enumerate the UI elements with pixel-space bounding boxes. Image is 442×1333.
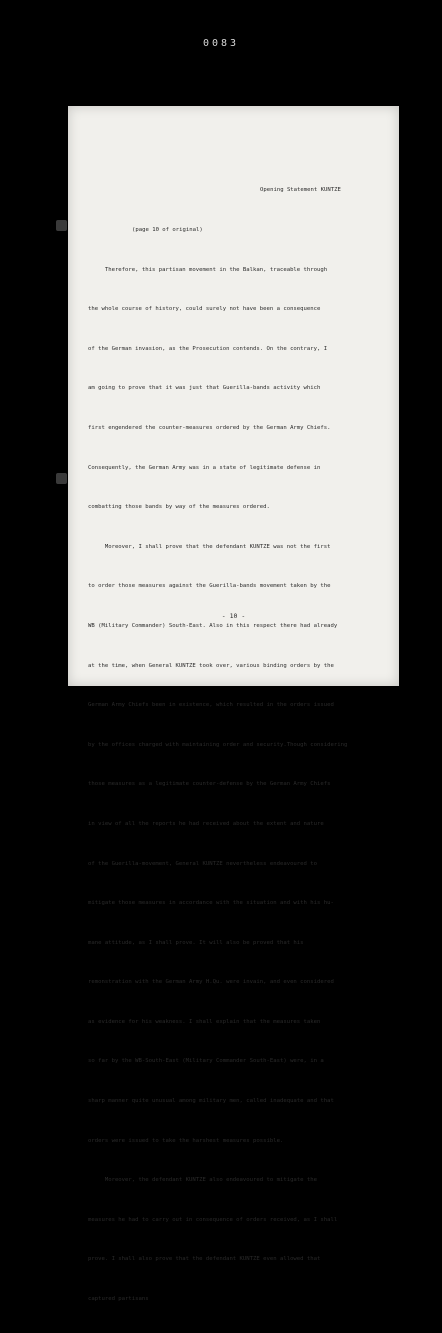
punch-hole — [56, 220, 67, 231]
body-line: measures he had to carry out in consequence of orders received, as I shall — [88, 1216, 338, 1223]
body-line: Moreover, I shall prove that the defendant KUNTZE was not the first — [88, 543, 331, 550]
punch-hole — [56, 473, 67, 484]
body-line: orders were issued to take the harshest measures possible. — [88, 1137, 284, 1144]
body-line: captured partisans — [88, 1296, 149, 1303]
body-line: so far by the WB-South-East (Military Commander South-East) were, in a — [88, 1058, 324, 1065]
page-number: - 10 - — [221, 612, 246, 620]
body-line: combatting those bands by way of the measures ordered. — [88, 504, 270, 511]
body-line: sharp manner quite unusual among military men, called inadequate and that — [88, 1098, 334, 1105]
body-line: at the time, when General KUNTZE took over, various binding orders by the — [88, 662, 334, 669]
body-line: remonstration with the German Army H.Qu. were invain, and even considered — [88, 979, 334, 986]
document-text — [88, 158, 388, 1333]
body-line: as evidence for his weakness. I shall explain that the measures taken — [88, 1018, 321, 1025]
body-line: German Army Chiefs been in existence, which resulted in the orders issued — [88, 702, 334, 709]
body-line: by the offices charged with maintaining order and security.Though considering — [88, 741, 348, 748]
body-line: first engendered the counter-measures ordered by the German Army Chiefs. — [88, 424, 331, 431]
body-line: of the German invasion, as the Prosecution contends. On the contrary, I — [88, 345, 328, 352]
body-line: in view of all the reports he had received about the extent and nature — [88, 820, 324, 827]
body-line: mane attitude, as I shall prove. It will also be proved that his — [88, 939, 304, 946]
document-page — [68, 106, 399, 1303]
document-header: Opening Statement KUNTZE — [260, 187, 341, 194]
page-reference: (page 10 of original) — [132, 227, 203, 233]
body-line: Therefore, this partisan movement in the Balkan, traceable through — [88, 266, 328, 273]
body-line: the whole course of history, could surely not have been a consequence — [88, 306, 321, 313]
body-line: those measures as a legitimate counter-defense by the German Army Chiefs — [88, 781, 331, 788]
body-line: mitigate those measures in accordance with the situation and with his hu- — [88, 900, 334, 907]
body-line: of the Guerilla-movement, General KUNTZE nevertheless endeavoured to — [88, 860, 318, 867]
body-line: WB (Military Commander) South-East. Also in this respect there had already — [88, 622, 338, 629]
body-line: prove. I shall also prove that the defendant KUNTZE even allowed that — [88, 1256, 321, 1263]
body-line: Moreover, the defendant KUNTZE also endeavoured to mitigate the — [88, 1177, 318, 1184]
frame-number: 0083 — [202, 38, 240, 49]
body-line: am going to prove that it was just that Guerilla-bands activity which — [88, 385, 321, 392]
body-line: Consequently, the German Army was in a state of legitimate defense in — [88, 464, 321, 471]
body-line: to order those measures against the Guerilla-bands movement taken by the — [88, 583, 331, 590]
